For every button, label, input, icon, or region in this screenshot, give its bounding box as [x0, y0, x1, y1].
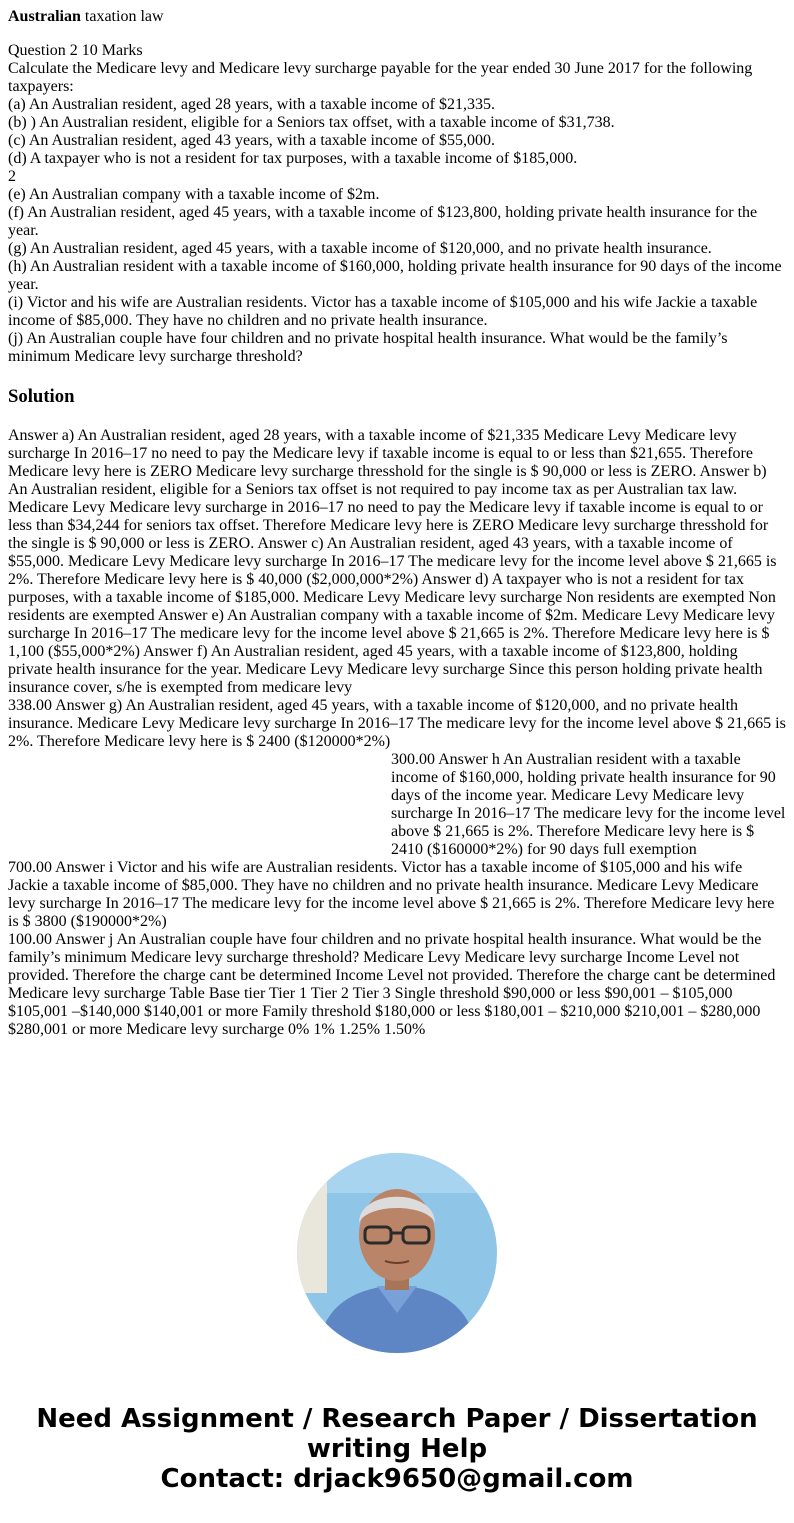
question-section — [8, 42, 786, 366]
title-bold: Australian — [8, 8, 81, 25]
footer-line-1: Need Assignment / Research Paper / Dissertation — [36, 1404, 758, 1434]
question-title: Question 2 10 Marks — [8, 42, 143, 59]
footer-cta — [0, 1404, 794, 1494]
question-item-a: (a) An Australian resident, aged 28 years, with a taxable income of $21,335. — [8, 96, 495, 113]
title-rest: taxation law — [80, 8, 164, 25]
question-item-b: (b) ) An Australian resident, eligible for a Seniors tax offset, with a taxable income of $31,738. — [8, 114, 615, 131]
solution-part-3-text: 300.00 Answer h An Australian resident with a taxable income of $160,000, holding private health insurance for 90 days of the income year. Medicare Levy Medicare levy surcharge In 2016–17 The medicare levy for the income level above $ 21,665 is 2%. Therefore Medicare levy here is $ 2410 ($160000*2%) for 90 days full exemption — [391, 751, 786, 858]
solution-heading: Solution — [8, 386, 75, 407]
solution-part-5: 100.00 Answer j An Australian couple have four children and no private hospital health insurance. What would be the family’s minimum Medicare levy surcharge threshold? Medicare Levy Medicare levy surcharge Income Level not provided. Therefore the charge cant be determined Income Level not provided. Therefore the charge cant be determined Medicare levy surcharge Table Base tier Tier 1 Tier 2 Tier 3 Single threshold $90,000 or less $90,001 – $105,000 $105,001 –$140,000 $140,001 or more Family threshold $180,000 or less $180,001 – $210,000 $210,001 – $280,000 $280,001 or more Medicare levy surcharge 0% 1% 1.25% 1.50% — [8, 931, 776, 1038]
document-title — [8, 8, 786, 26]
footer-line-2: writing Help — [306, 1434, 488, 1464]
solution-part-1: Answer a) An Australian resident, aged 28 years, with a taxable income of $21,335 Medicare Levy Medicare levy surcharge In 2016–17 no need to pay the Medicare levy if taxable income is equal to or less than $21,655. Therefore Medicare levy here is ZERO Medicare levy surcharge thresshold for the single is $ 90,000 or less is ZERO. Answer b) An Australian resident, eligible for a Seniors tax offset is not required to pay income tax as per Australian tax law. Medicare Levy Medicare levy surcharge in 2016–17 no need to pay the Medicare levy if taxable income is equal to or less than $34,244 for seniors tax offset. Therefore Medicare levy here is ZERO Medicare levy surcharge thresshold for the single is $ 90,000 or less is ZERO. Answer c) An Australian resident, aged 43 years, with a taxable income of $55,000. Medicare Levy Medicare levy surcharge In 2016–17 The medicare levy for the income level above $ 21,665 is 2%. Therefore Medicare levy here is $ 40,000 ($2,000,000*2%) Answer d) A taxpayer who is not a resident for tax purposes, with a taxable income of $185,000. Medicare Levy Medicare levy surcharge Non residents are exempted Non residents are exempted Answer e) An Australian company with a taxable income of $2m. Medicare Levy Medicare levy surcharge In 2016–17 The medicare levy for the income level above $ 21,665 is 2%. Therefore Medicare levy here is $ 1,100 ($55,000*2%) Answer f) An Australian resident, aged 45 years, with a taxable income of $123,800, holding private health insurance for the year. Medicare Levy Medicare levy surcharge Since this person holding private health insurance cover, s/he is exempted from medicare levy — [8, 427, 777, 696]
page-number: 2 — [8, 168, 16, 185]
question-item-i: (i) Victor and his wife are Australian residents. Victor has a taxable income of $105,000 and his wife Jackie a taxable income of $85,000. They have no children and no private health insurance. — [8, 294, 758, 329]
question-item-c: (c) An Australian resident, aged 43 years, with a taxable income of $55,000. — [8, 132, 495, 149]
author-photo-icon — [297, 1153, 497, 1353]
question-intro: Calculate the Medicare levy and Medicare levy surcharge payable for the year ended 30 June 2017 for the following taxpayers: — [8, 60, 753, 95]
question-item-g: (g) An Australian resident, aged 45 years, with a taxable income of $120,000, and no private health insurance. — [8, 240, 712, 257]
solution-part-4: 700.00 Answer i Victor and his wife are Australian residents. Victor has a taxable income of $105,000 and his wife Jackie a taxable income of $85,000. They have no children and no private health insurance. Medicare Levy Medicare levy surcharge In 2016–17 The medicare levy for the income level above $ 21,665 is 2%. Therefore Medicare levy here is $ 3800 ($190000*2%) — [8, 859, 775, 930]
footer-contact: Contact: drjack9650@gmail.com — [160, 1464, 634, 1494]
question-item-e: (e) An Australian company with a taxable income of $2m. — [8, 186, 380, 203]
solution-body — [8, 427, 786, 1039]
author-avatar — [297, 1153, 497, 1353]
question-item-h: (h) An Australian resident with a taxable income of $160,000, holding private health insurance for 90 days of the income year. — [8, 258, 782, 293]
solution-part-2: 338.00 Answer g) An Australian resident, aged 45 years, with a taxable income of $120,000, and no private health insurance. Medicare Levy Medicare levy surcharge In 2016–17 The medicare levy for the income level above $ 21,665 is 2%. Therefore Medicare levy here is $ 2400 ($120000*2%) — [8, 697, 786, 750]
solution-part-3 — [8, 751, 786, 859]
question-item-d: (d) A taxpayer who is not a resident for tax purposes, with a taxable income of $185,000. — [8, 150, 578, 167]
question-item-j: (j) An Australian couple have four children and no private hospital health insurance. What would be the family’s minimum Medicare levy surcharge threshold? — [8, 330, 728, 365]
question-item-f: (f) An Australian resident, aged 45 years, with a taxable income of $123,800, holding private health insurance for the year. — [8, 204, 758, 239]
